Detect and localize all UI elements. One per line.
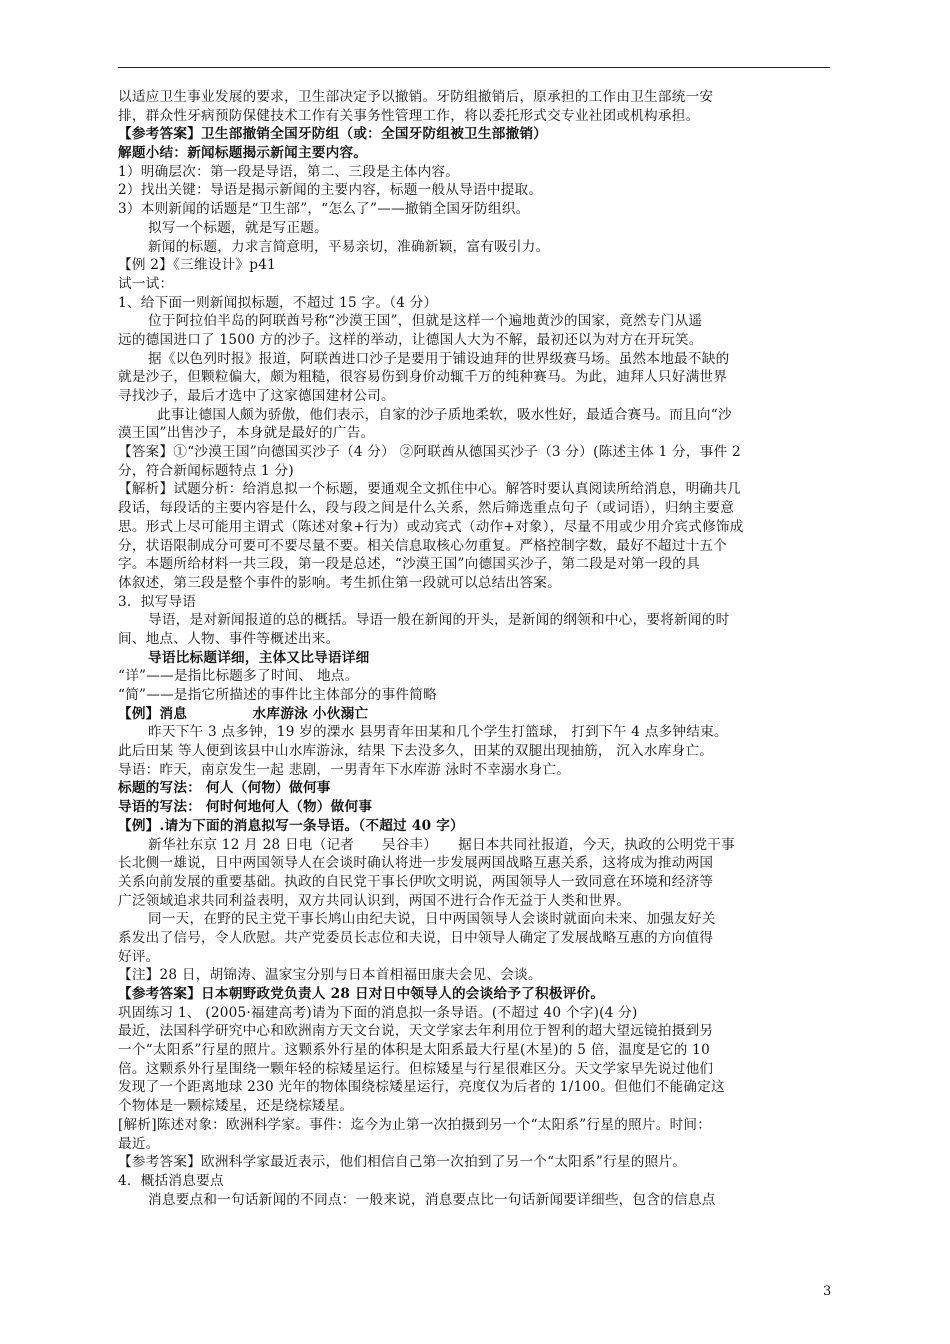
text-line: 思。形式上尽可能用主谓式（陈述对象+行为）或动宾式（动作+对象），尽量不用或少用介宾式修饰成 — [118, 518, 744, 535]
text-line: 最近。 — [118, 1135, 160, 1152]
text-line: 广泛领域追求共同利益表明，双方共同认识到，两国不进行合作无益于人类和世界。 — [118, 892, 631, 909]
text-line: 昨天下午 3 点多钟，19 岁的溧水 县男青年田某和几个学生打篮球， 打到下午 4 点多钟结束。 — [148, 724, 728, 741]
text-line: 此后田某 等人便到该县中山水库游泳，结果 下去没多久，田某的双腿出现抽筋， 沉入水库身亡。 — [118, 743, 714, 760]
text-line: 试一试： — [118, 275, 174, 292]
text-line: 排，群众性牙病预防保健技术工作有关事务性管理工作，将以委托形式交专业社团或机构承担。 — [118, 107, 700, 124]
text-line: 分，状语限制成分可要可不要尽量不要。相关信息取核心勿重复。严格控制字数，最好不超过十五个 — [118, 537, 728, 554]
text-line: 远的德国进口了 1500 方的沙子。这样的举动，让德国人大为不解，最初还以为对方在开玩笑。 — [118, 331, 703, 348]
text-line: 【例】消息 水库游泳 小伙溺亡 — [118, 705, 369, 722]
text-line: 字。本题所给材料一共三段，第一段是总述，“沙漠王国”向德国买沙子，第二段是对第一段的具 — [118, 556, 700, 573]
text-line: 最近，法国科学研究中心和欧洲南方天文台说，天文学家去年利用位于智利的超大望远镜拍摄到另 — [118, 1023, 714, 1040]
text-line: 导语，是对新闻报道的总的概括。导语一般在新闻的开头，是新闻的纲领和中心，要将新闻的时 — [148, 612, 730, 629]
text-line: “简”——是指它所描述的事件比主体部分的事件简略 — [118, 687, 437, 703]
text-line: 新华社东京 12 月 28 日电（记者 吴谷丰） 据日本共同社报道，今天，执政的公明党干事 — [148, 836, 735, 853]
text-line: 分，符合新闻标题特点 1 分) — [118, 462, 294, 479]
text-line: 【答案】①“沙漠王国”向德国买沙子（4 分） ②阿联酋从德国买沙子（3 分）(陈述主体 1 分，事件 2 — [118, 444, 741, 461]
text-line: 巩固练习 1、 (2005·福建高考)请为下面的消息拟一条导语。(不超过 40 个字)(4 分) — [118, 1004, 638, 1021]
text-line: 以适应卫生事业发展的要求，卫生部决定予以撤销。牙防组撤销后，原承担的工作由卫生部统一安 — [118, 89, 714, 105]
text-line: 1、给下面一则新闻拟标题，不超过 15 字。（4 分） — [118, 294, 438, 311]
text-line: 【例 2】《三维设计》p41 — [118, 257, 277, 274]
text-line: 据《以色列时报》报道，阿联酋进口沙子是要用于铺设迪拜的世界级赛马场。虽然本地最不缺的 — [148, 350, 730, 367]
text-line: 位于阿拉伯半岛的阿联酋号称“沙漠王国”，但就是这样一个遍地黄沙的国家，竟然专门从遥 — [148, 313, 703, 330]
text-line: 发现了一个距离地球 230 光年的物体围绕棕矮星运行，亮度仅为后者的 1/100。但他们不能确定这 — [118, 1079, 725, 1096]
text-line: 解题小结：新闻标题揭示新闻主要内容。 — [118, 145, 368, 162]
text-line: 个物体是一颗棕矮星，还是绕棕矮星。 — [118, 1098, 354, 1115]
text-line: 【参考答案】欧洲科学家最近表示，他们相信自己第一次拍到了另一个“太阳系”行星的照片。 — [118, 1154, 687, 1171]
text-line: 导语比标题详细，主体又比导语详细 — [148, 649, 370, 666]
text-line: 段话，每段话的主要内容是什么，段与段之间是什么关系，然后筛选重点句子（或词语），归纳主要意 — [118, 500, 735, 517]
text-line: 3）本则新闻的话题是“卫生部”，“怎么了”——撤销全国牙防组织。 — [118, 201, 530, 218]
text-line: 导语的写法： 何时何地何人（物）做何事 — [118, 799, 373, 816]
text-line: 【参考答案】卫生部撤销全国牙防组（或：全国牙防组被卫生部撤销） — [118, 126, 548, 143]
text-line: 1）明确层次：第一段是导语，第二、三段是主体内容。 — [118, 163, 460, 180]
text-line: 寻找沙子，最后才选中了这家德国建材公司。 — [118, 388, 395, 404]
text-line: 2）找出关键：导语是揭示新闻的主要内容，标题一般从导语中提取。 — [118, 182, 543, 199]
text-line: 导语：昨天，南京发生一起 悲剧，一男青年下水库游 泳时不幸溺水身亡。 — [118, 761, 571, 778]
text-line: 体叙述，第三段是整个事件的影响。考生抓住第一段就可以总结出答案。 — [118, 574, 561, 591]
text-line: 4．概括消息要点 — [118, 1172, 224, 1189]
header-rule — [118, 67, 830, 68]
text-line: 关系向前发展的重要基础。执政的自民党干事长伊吹文明说，两国领导人一致同意在环境和经济等 — [118, 873, 714, 890]
text-line: 一个“太阳系”行星的照片。这颗系外行星的体积是太阳系最大行星(木星)的 5 倍，温度是它的 10 — [118, 1042, 710, 1059]
text-line: 3．拟写导语 — [118, 593, 197, 610]
text-line: 【例】.请为下面的消息拟写一条导语。（不超过 40 字） — [118, 817, 464, 834]
text-line: 就是沙子，但颗粒偏大，颇为粗糙，很容易伤到身价动辄千万的纯种赛马。为此，迪拜人只好满世界 — [118, 369, 728, 386]
text-line: 【参考答案】日本朝野政党负责人 28 日对日中领导人的会谈给予了积极评价。 — [118, 986, 605, 1002]
text-line: 标题的写法： 何人（何物）做何事 — [118, 780, 331, 797]
text-line: 拟写一个标题，就是写正题。 — [148, 219, 328, 236]
text-line: 漠王国”出售沙子，本身就是最好的广告。 — [118, 425, 375, 442]
text-line: 同一天，在野的民主党干事长鸠山由纪夫说，日中两国领导人会谈时就面向未来、加强友好关 — [148, 911, 716, 928]
text-line: 好评。 — [118, 948, 160, 965]
text-line: 【注】28 日，胡锦涛、温家宝分别与日本首相福田康夫会见、会谈。 — [118, 967, 542, 984]
text-line: 消息要点和一句话新闻的不同点：一般来说，消息要点比一句话新闻要详细些，包含的信息点 — [148, 1191, 716, 1208]
text-line: 长北侧一雄说，日中两国领导人在会谈时确认将进一步发展两国战略互惠关系，这将成为推动两国 — [118, 855, 714, 872]
text-line: 此事让德国人颇为骄傲，他们表示，自家的沙子质地柔软，吸水性好，最适合赛马。而且向“沙 — [157, 406, 732, 423]
text-line: 新闻的标题，力求言简意明，平易亲切，准确新颖，富有吸引力。 — [148, 238, 550, 255]
page-number: 3 — [823, 1284, 832, 1299]
document-body — [118, 88, 834, 1209]
text-line: [解析]陈述对象：欧洲科学家。事件：迄今为止第一次拍摄到另一个“太阳系”行星的照片。时间： — [118, 1116, 712, 1133]
text-line: 间、地点、人物、事件等概述出来。 — [118, 630, 340, 647]
text-line: 倍。这颗系外行星围绕一颗年轻的棕矮星运行。但棕矮星与行星很难区分。天文学家早先说过他们 — [118, 1060, 714, 1077]
text-line: “详”——是指比标题多了时间、 地点。 — [118, 668, 359, 685]
text-line: 系发出了信号，令人欣慰。共产党委员长志位和夫说，日中领导人确定了发展战略互惠的方向值得 — [118, 929, 714, 946]
text-line: 【解析】试题分析：给消息拟一个标题，要通观全文抓住中心。解答时要认真阅读所给消息，明确共几 — [118, 481, 741, 498]
